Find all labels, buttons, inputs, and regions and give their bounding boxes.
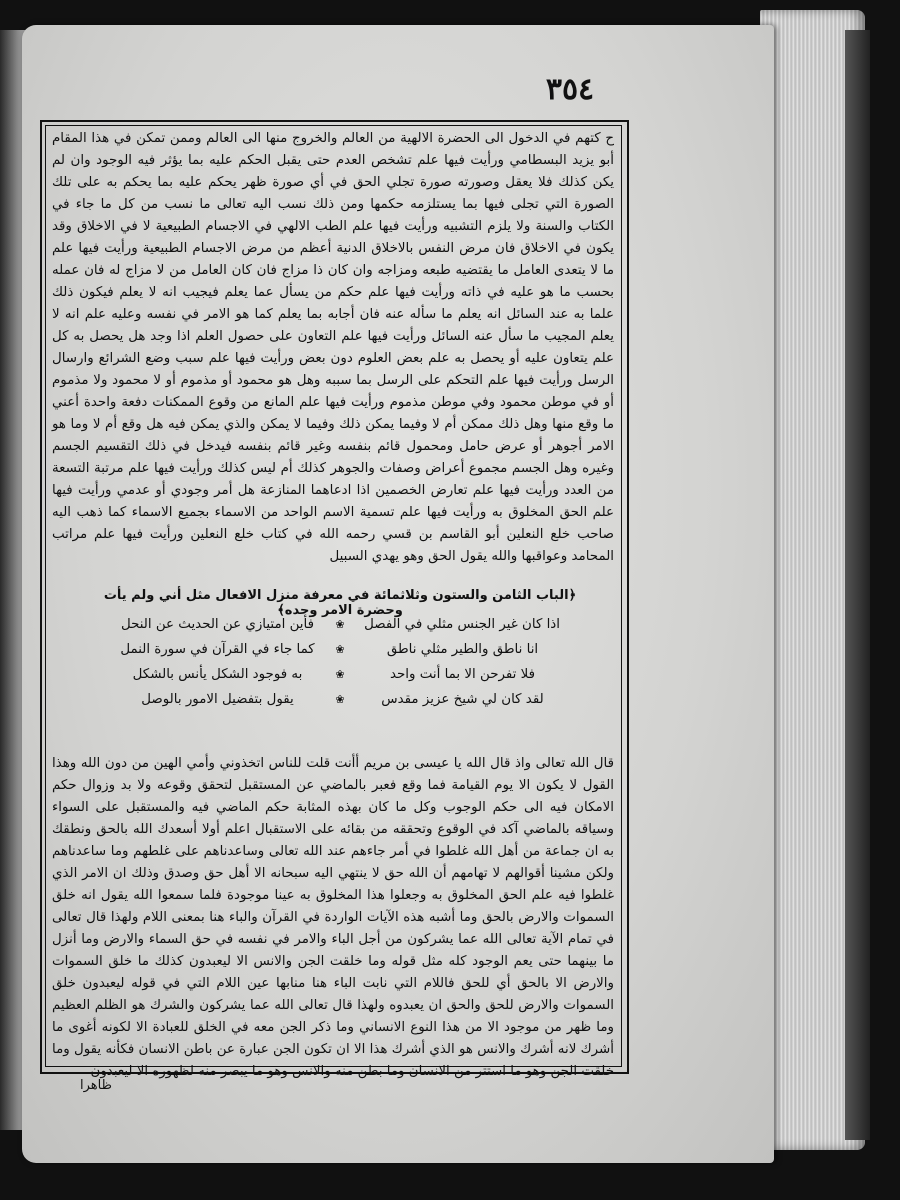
paragraph-text: ح كتهم في الدخول الى الحضرة الالهية من العالم والخروج منها الى العالم وممن تمكن في هذا المقام أبو يزيد البسطامي ورأيت فيها علم تشخص العدم حتى يقبل الحكم عليه بما يؤثر فيه الوجود وان لم يكن كذلك فلا يعقل وصورته صورة تجلي الحق في أي صورة ظهر يحكم عليه بما يحكم به على تلك الصورة التي تجلى فيها بما يستلزمه حكمها ومن ذلك نسب اليه تعالى ما نسب من كل ما جاء في الكتاب والسنة ولا يلزم التشبيه ورأيت فيها علم الطب الالهي في الاجسام الطبيعية لا في الاخلاق وقد يكون في الاخلاق فان مرض النفس بالاخلاق الدنية أعظم من مرض الاجسام الطبيعية ورأيت فيها علم ما لا يتعدى العامل ما يقتضيه طبعه ومزاجه وان كان ذا مزاج فان كان العامل من لا مزاج له فان عمله بحسب ما هو عليه في ذاته ورأيت فيها علم حكم من يسأل عما يعلم فيجيب انه لا يعلم فيكون ذلك علما به عند السائل انه يعلم ما سأله عنه فان أجابه بما يعلم كما هو الامر في نفسه وعليه علم انه لا يعلم المجيب ما سأل عنه السائل ورأيت فيها علم التعاون على حصول العلم اذا وجد هل يحصل به كل علم يتعاون عليه أو يحصل به علم بعض العلوم دون بعض ورأيت فيها علم سبب وضع الشرائع وارسال الرسل ورأيت فيها علم التحكم على الرسل بما سببه وهل هو محمود أو مذموم أو لا محمود ولا مذموم أو في موطن محمود وفي موطن مذموم ورأيت فيها علم المانع من وقوع الممكنات دفعة واحدة أعني ما وقع منها وهل ذلك ممكن أم لا وفيما يمكن ذلك وفيما لا يمكن والذي يمكن فيه هل وقع أم لا وما هو الامر أجوهر أو عرض حامل ومحمول قائم بنفسه وغير قائم بنفسه فيدخل في ذلك التقسيم الجسم وغيره وهل الجسم مجموع أعراض وصفات والجوهر كذلك أم ليس كذلك ورأيت فيها علم مرتبة التسعة من العدد ورأيت فيها علم تعارض الخصمين اذا ادعاهما المنازعة هل أمر وجودي أو عدمي ورأيت فيها علم الحق المخلوق به ورأيت فيها علم تسمية الاسم الواحد من الاسماء بجميع الاسماء كما ذهب اليه صاحب خلع النعلين أبو القاسم بن قسي رحمه الله في كتاب خلع النعلين ورأيت فيها علم مراتب المحامد وعواقبها والله يقول الحق وهو يهدي السبيل [52, 131, 614, 564]
paragraph-text: قال الله تعالى واذ قال الله يا عيسى بن مريم أأنت قلت للناس اتخذوني وأمي الهين من دون الله وهذا القول لا يكون الا يوم القيامة فما وقع فعبر بالماضي عن المستقبل لتحقق وقوعه ولا بد وزوال حكم الامكان فيه الى حكم الوجوب وكل ما كان بهذه المثابة حكم الماضي فيه والمستقبل على السواء وسياقه بالماضي آكد في الوقوع وتحققه من بقائه على الاستقبال اعلم أولا أسعدك الله بالحق ونطقك به ان جماعة من أهل الله غلطوا في أمر جاءهم عند الله تعالى وساعدناهم على غلطهم وما ساعدناهم ولكن مشينا أقوالهم لا تهامهم أن الله حق لا ينتهي اليه سبحانه الا أهل حق وصدق وذلك ان الامر الذي غلطوا فيه علم الحق المخلوق به وجعلوا هذا المخلوق به عينا موجودة فلما سمعوا الله يقول انه خلق السموات والارض بالحق وما أشبه هذه الآيات الواردة في القرآن والباء هنا بمعنى اللام ولهذا قال تعالى في تمام الآية تعالى الله عما يشركون من أجل الباء والامر في نفسه في حق السماء والارض وما أنزل ما بينهما حتى يعم الوجود كله مثل قوله وما خلقت الجن والانس الا ليعبدون كذلك ما خلق السموات والارض الا بالحق أي للحق فاللام التي نابت الباء هنا منابها عين اللام التي في قوله ليعبدون خلق السموات والارض للحق والحق ان يعبدوه ولهذا قال تعالى الله عما يشركون والشرك هو الظلم العظيم وما ظهر من موجود الا من هذا النوع الانساني وما ذكر الجن معه في الخلق للعبادة الا لكونه أغوى ما أشرك لانه أشرك والانس هو الذي أشرك هذا الا ان تكون الجن عبارة عن باطن الانسان فكأنه يقول وما خلقت الجن وهو ما استتر من الانسان وما بطن منه والانس وهو ما يبصر منه لظهوره الا ليعبدون [52, 756, 614, 1080]
book-spine-shadow [845, 30, 870, 1140]
star-ornament-icon: ❀ [335, 668, 345, 681]
chapter-heading: ﴿الباب الثامن والستون وثلاثمائة في معرفة منزل الافعال مثل أني ولم يأت وحضرة الامر وحده﴾ [103, 588, 577, 618]
star-ornament-icon: ❀ [335, 643, 345, 656]
verse-right-hemistich: اذا كان غير الجنس مثلي في الفصل [364, 617, 560, 632]
star-ornament-icon: ❀ [335, 618, 345, 631]
verse-right-hemistich: لقد كان لي شيخ عزيز مقدس [381, 692, 544, 707]
catchword: ظاهرا [80, 1078, 112, 1093]
star-ornament-icon: ❀ [335, 693, 345, 706]
poem-block [120, 612, 560, 712]
verse-line [120, 637, 560, 662]
verse-line [120, 662, 560, 687]
verse-left-hemistich: يقول بتفضيل الامور بالوصل [141, 692, 294, 707]
verse-left-hemistich: به فوجود الشكل يأنس بالشكل [132, 667, 303, 682]
verse-left-hemistich: فأين امتيازي عن الحديث عن النحل [120, 617, 315, 632]
main-text-paragraph-2 [52, 740, 614, 1097]
verse-right-hemistich: فلا تفرحن الا بما أنت واحد [389, 667, 536, 682]
verse-left-hemistich: كما جاء في القرآن في سورة النمل [120, 642, 315, 657]
verse-line [120, 687, 560, 712]
verse-line [120, 612, 560, 637]
page-number: ٣٥٤ [545, 72, 595, 107]
verse-right-hemistich: انا ناطق والطير مثلي ناطق [386, 642, 539, 657]
main-text-paragraph-1 [52, 128, 614, 568]
